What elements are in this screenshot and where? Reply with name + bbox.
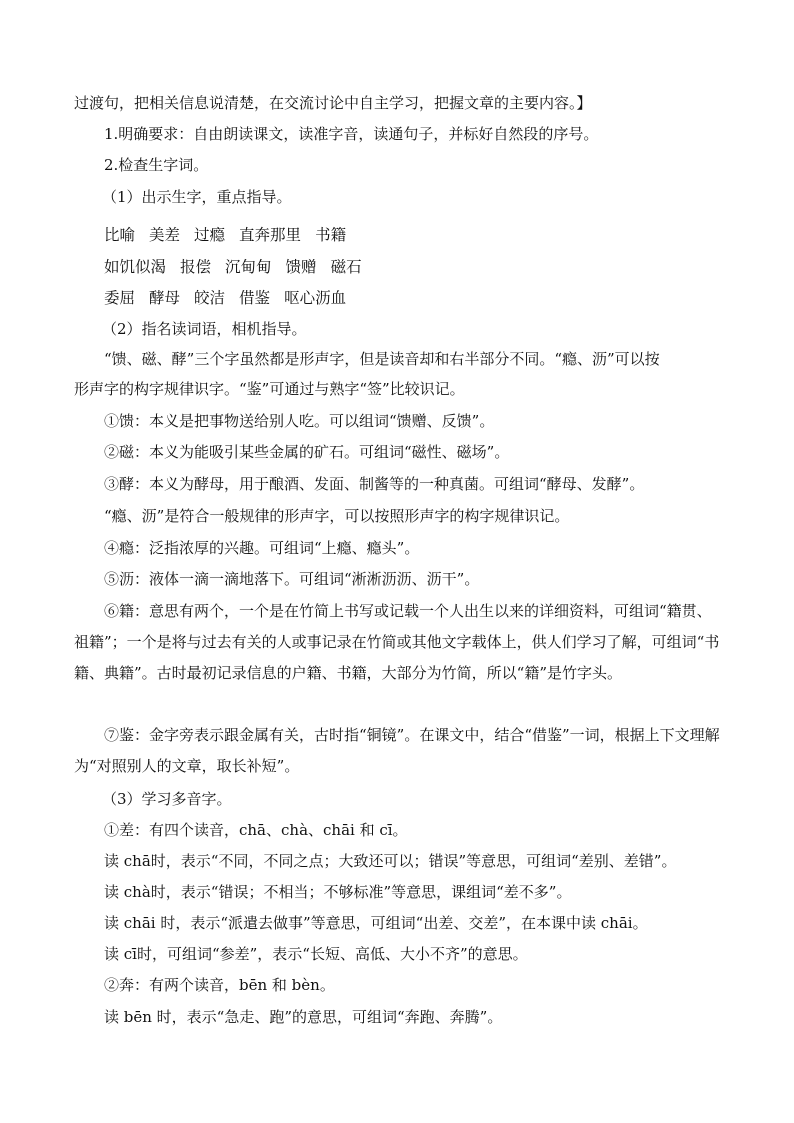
vocab-word: 过瘾 xyxy=(194,226,226,244)
vocab-word: 报偿 xyxy=(180,258,212,276)
vocab-word: 书籍 xyxy=(315,226,347,244)
text-line: ②奔：有两个读音，bēn 和 bèn。 xyxy=(104,976,335,994)
vocab-word: 沉甸甸 xyxy=(225,258,272,276)
text-line: ⑤沥：液体一滴一滴地落下。可组词“淅淅沥沥、沥干”。 xyxy=(104,570,480,588)
vocab-word: 馈赠 xyxy=(285,258,317,276)
text-line: 读 chà时，表示“错误；不相当；不够标准”等意思，课组词“差不多”。 xyxy=(104,883,572,901)
paragraph: ⑦鉴：金字旁表示跟金属有关，古时指“铜镜”。在课文中，结合“借鉴”一词，根据上下文理解为“对照别人的文章，取长补短”。 xyxy=(74,726,720,775)
vocab-word: 美差 xyxy=(149,226,181,244)
text-line: （3）学习多音字。 xyxy=(102,790,232,808)
text-line: （2）指名读词语，相机指导。 xyxy=(102,320,307,338)
word-row xyxy=(104,224,360,246)
vocab-word: 皎洁 xyxy=(194,289,226,307)
text-line: ①差：有四个读音，chā、chà、chāi 和 cī。 xyxy=(104,821,408,839)
vocab-word: 如饥似渴 xyxy=(104,258,167,276)
vocab-word: 酵母 xyxy=(149,289,181,307)
text-line: ④瘾：泛指浓厚的兴趣。可组词“上瘾、瘾头”。 xyxy=(104,539,420,557)
word-row xyxy=(104,287,360,309)
text-line: 读 chā时，表示“不同，不同之点；大致还可以；错误”等意思，可组词“差别、差错”。 xyxy=(104,852,677,870)
text-line: 过渡句，把相关信息说清楚，在交流讨论中自主学习，把握文章的主要内容。】 xyxy=(74,94,592,112)
text-line: ③酵：本义为酵母，用于酿酒、发面、制酱等的一种真菌。可组词“酵母、发酵”。 xyxy=(104,475,645,493)
text-line: 形声字的构字规律识字。“鉴”可通过与熟字“签”比较识记。 xyxy=(74,380,465,398)
text-line: 读 bēn 时，表示“急走、跑”的意思，可组词“奔跑、奔腾”。 xyxy=(104,1008,503,1026)
text-line: ①馈：本义是把事物送给别人吃。可以组词“馈赠、反馈”。 xyxy=(104,412,495,430)
text-line: ②磁：本义为能吸引某些金属的矿石。可组词“磁性、磁场”。 xyxy=(104,443,510,461)
text-line: 2.检查生字词。 xyxy=(104,156,209,174)
text-line: “瘾、沥”是符合一般规律的形声字，可以按照形声字的构字规律识记。 xyxy=(104,507,570,525)
text-line: 1.明确要求：自由朗读课文，读准字音，读通句子，并标好自然段的序号。 xyxy=(104,125,599,143)
text-line: （1）出示生字，重点指导。 xyxy=(102,188,292,206)
vocab-word: 比喻 xyxy=(104,226,136,244)
text-line: 读 chāi 时，表示“派遣去做事”等意思，可组词“出差、交差”，在本课中读 chāi。 xyxy=(104,914,648,932)
vocab-word: 委屈 xyxy=(104,289,136,307)
vocab-word: 直奔那里 xyxy=(239,226,302,244)
vocab-word: 借鉴 xyxy=(239,289,271,307)
vocab-word: 呕心沥血 xyxy=(284,289,347,307)
paragraph: ⑥籍：意思有两个，一个是在竹简上书写或记载一个人出生以来的详细资料，可组词“籍贯、祖籍”；一个是将与过去有关的人或事记录在竹简或其他文字载体上，供人们学习了解，可组词“书籍、典籍”。古时最初记录信息的户籍、书籍，大部分为竹简，所以“籍”是竹字头。 xyxy=(74,602,720,682)
text-line: 读 cī时，可组词“参差”，表示“长短、高低、大小不齐”的意思。 xyxy=(104,945,528,963)
text-line: “馈、磁、酵”三个字虽然都是形声字，但是读音却和右半部分不同。“瘾、沥”可以按 xyxy=(104,350,660,368)
word-row xyxy=(104,256,376,278)
vocab-word: 磁石 xyxy=(330,258,362,276)
